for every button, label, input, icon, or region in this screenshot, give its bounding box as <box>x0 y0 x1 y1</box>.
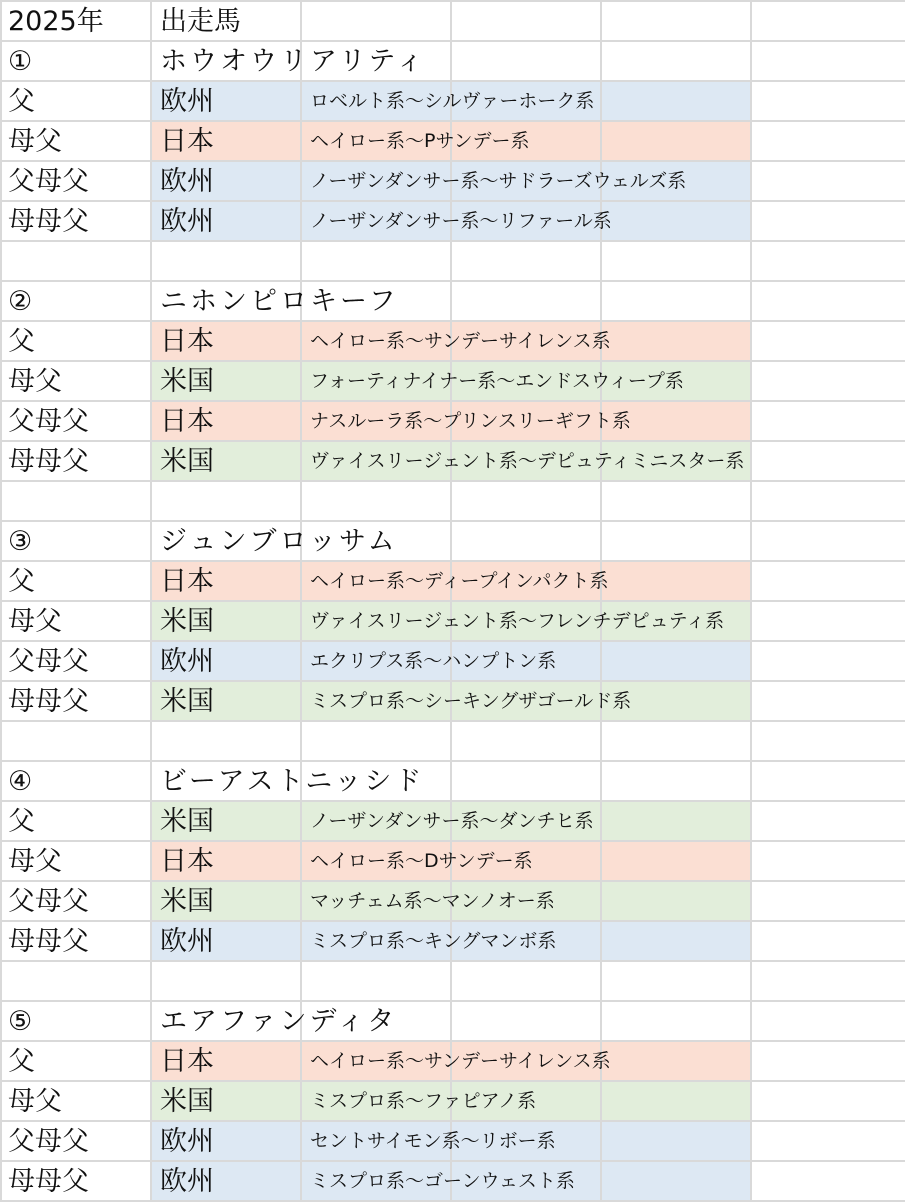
horse-number-cell[interactable]: ④ <box>8 765 33 797</box>
horse-name-cell[interactable]: ホウオウリアリティ <box>160 45 427 77</box>
pedigree-label-cell[interactable]: 母母父 <box>8 445 89 477</box>
horse-number-cell[interactable]: ② <box>8 285 33 317</box>
region-cell[interactable]: 欧州 <box>160 1165 214 1197</box>
region-cell[interactable]: 米国 <box>160 805 214 837</box>
pedigree-label-cell[interactable]: 母父 <box>8 605 62 637</box>
row-gridline <box>0 0 905 2</box>
pedigree-label-cell[interactable]: 母父 <box>8 365 62 397</box>
region-cell[interactable]: 日本 <box>160 1045 214 1077</box>
pedigree-label-cell[interactable]: 母母父 <box>8 1165 89 1197</box>
region-cell[interactable]: 米国 <box>160 605 214 637</box>
horse-name-cell[interactable]: ジュンブロッサム <box>160 525 398 557</box>
region-cell[interactable]: 米国 <box>160 685 214 717</box>
lineage-cell[interactable]: ヘイロー系〜サンデーサイレンス系 <box>310 1049 611 1072</box>
lineage-cell[interactable]: ヘイロー系〜ディープインパクト系 <box>310 569 609 592</box>
lineage-cell[interactable]: エクリプス系〜ハンプトン系 <box>310 649 557 672</box>
lineage-cell[interactable]: ロベルト系〜シルヴァーホーク系 <box>310 89 595 112</box>
lineage-cell[interactable]: ヘイロー系〜サンデーサイレンス系 <box>310 329 611 352</box>
lineage-cell[interactable]: フォーティナイナー系〜エンドスウィープ系 <box>310 369 684 392</box>
region-cell[interactable]: 米国 <box>160 885 214 917</box>
pedigree-label-cell[interactable]: 父母父 <box>8 165 89 197</box>
region-cell[interactable]: 欧州 <box>160 205 214 237</box>
lineage-cell[interactable]: ミスプロ系〜ゴーンウェスト系 <box>310 1169 575 1192</box>
lineage-cell[interactable]: ヴァイスリージェント系〜デピュティミニスター系 <box>310 449 745 472</box>
pedigree-label-cell[interactable]: 母父 <box>8 845 62 877</box>
lineage-cell[interactable]: ノーザンダンサー系〜ダンチヒ系 <box>310 809 594 832</box>
region-cell[interactable]: 米国 <box>160 445 214 477</box>
region-cell[interactable]: 日本 <box>160 125 214 157</box>
lineage-cell[interactable]: ヘイロー系〜Dサンデー系 <box>310 849 533 872</box>
region-cell[interactable]: 米国 <box>160 365 214 397</box>
region-cell[interactable]: 日本 <box>160 405 214 437</box>
row-gridline <box>0 720 905 722</box>
pedigree-label-cell[interactable]: 父母父 <box>8 1125 89 1157</box>
region-cell[interactable]: 欧州 <box>160 925 214 957</box>
region-cell[interactable]: 日本 <box>160 845 214 877</box>
row-gridline <box>0 480 905 482</box>
lineage-cell[interactable]: ヘイロー系〜Pサンデー系 <box>310 129 530 152</box>
pedigree-label-cell[interactable]: 父 <box>8 1045 35 1077</box>
pedigree-label-cell[interactable]: 母父 <box>8 1085 62 1117</box>
pedigree-label-cell[interactable]: 父 <box>8 805 35 837</box>
row-gridline <box>0 1000 905 1002</box>
pedigree-label-cell[interactable]: 母母父 <box>8 205 89 237</box>
lineage-cell[interactable]: ミスプロ系〜キングマンボ系 <box>310 929 557 952</box>
horse-name-cell[interactable]: ニホンピロキーフ <box>160 285 399 317</box>
pedigree-label-cell[interactable]: 父 <box>8 565 35 597</box>
region-cell[interactable]: 日本 <box>160 565 214 597</box>
region-cell[interactable]: 日本 <box>160 325 214 357</box>
lineage-cell[interactable]: ミスプロ系〜シーキングザゴールド系 <box>310 689 632 712</box>
lineage-cell[interactable]: ノーザンダンサー系〜リファール系 <box>310 209 612 232</box>
header-year-cell[interactable]: 2025年 <box>8 5 104 37</box>
horse-name-cell[interactable]: ビーアストニッシド <box>160 765 425 797</box>
pedigree-label-cell[interactable]: 母父 <box>8 125 62 157</box>
row-gridline <box>0 760 905 762</box>
pedigree-label-cell[interactable]: 母母父 <box>8 925 89 957</box>
horse-number-cell[interactable]: ⑤ <box>8 1005 33 1037</box>
pedigree-label-cell[interactable]: 父母父 <box>8 885 89 917</box>
lineage-cell[interactable]: ナスルーラ系〜プリンスリーギフト系 <box>310 409 631 432</box>
row-gridline <box>0 520 905 522</box>
horse-number-cell[interactable]: ① <box>8 45 33 77</box>
region-cell[interactable]: 米国 <box>160 1085 214 1117</box>
pedigree-label-cell[interactable]: 父 <box>8 325 35 357</box>
region-cell[interactable]: 欧州 <box>160 85 214 117</box>
lineage-cell[interactable]: マッチェム系〜マンノオー系 <box>310 889 555 912</box>
row-gridline <box>0 960 905 962</box>
header-title-cell[interactable]: 出走馬 <box>160 5 241 37</box>
horse-name-cell[interactable]: エアファンディタ <box>160 1005 398 1037</box>
horse-number-cell[interactable]: ③ <box>8 525 33 557</box>
lineage-cell[interactable]: ノーザンダンサー系〜サドラーズウェルズ系 <box>310 169 687 192</box>
region-cell[interactable]: 欧州 <box>160 165 214 197</box>
region-cell[interactable]: 欧州 <box>160 1125 214 1157</box>
lineage-cell[interactable]: ヴァイスリージェント系〜フレンチデピュティ系 <box>310 609 725 632</box>
lineage-cell[interactable]: セントサイモン系〜リボー系 <box>310 1129 556 1152</box>
row-gridline <box>0 280 905 282</box>
pedigree-label-cell[interactable]: 父母父 <box>8 405 89 437</box>
pedigree-label-cell[interactable]: 父母父 <box>8 645 89 677</box>
row-gridline <box>0 40 905 42</box>
pedigree-label-cell[interactable]: 母母父 <box>8 685 89 717</box>
pedigree-label-cell[interactable]: 父 <box>8 85 35 117</box>
row-gridline <box>0 240 905 242</box>
lineage-cell[interactable]: ミスプロ系〜ファピアノ系 <box>310 1089 537 1112</box>
region-cell[interactable]: 欧州 <box>160 645 214 677</box>
